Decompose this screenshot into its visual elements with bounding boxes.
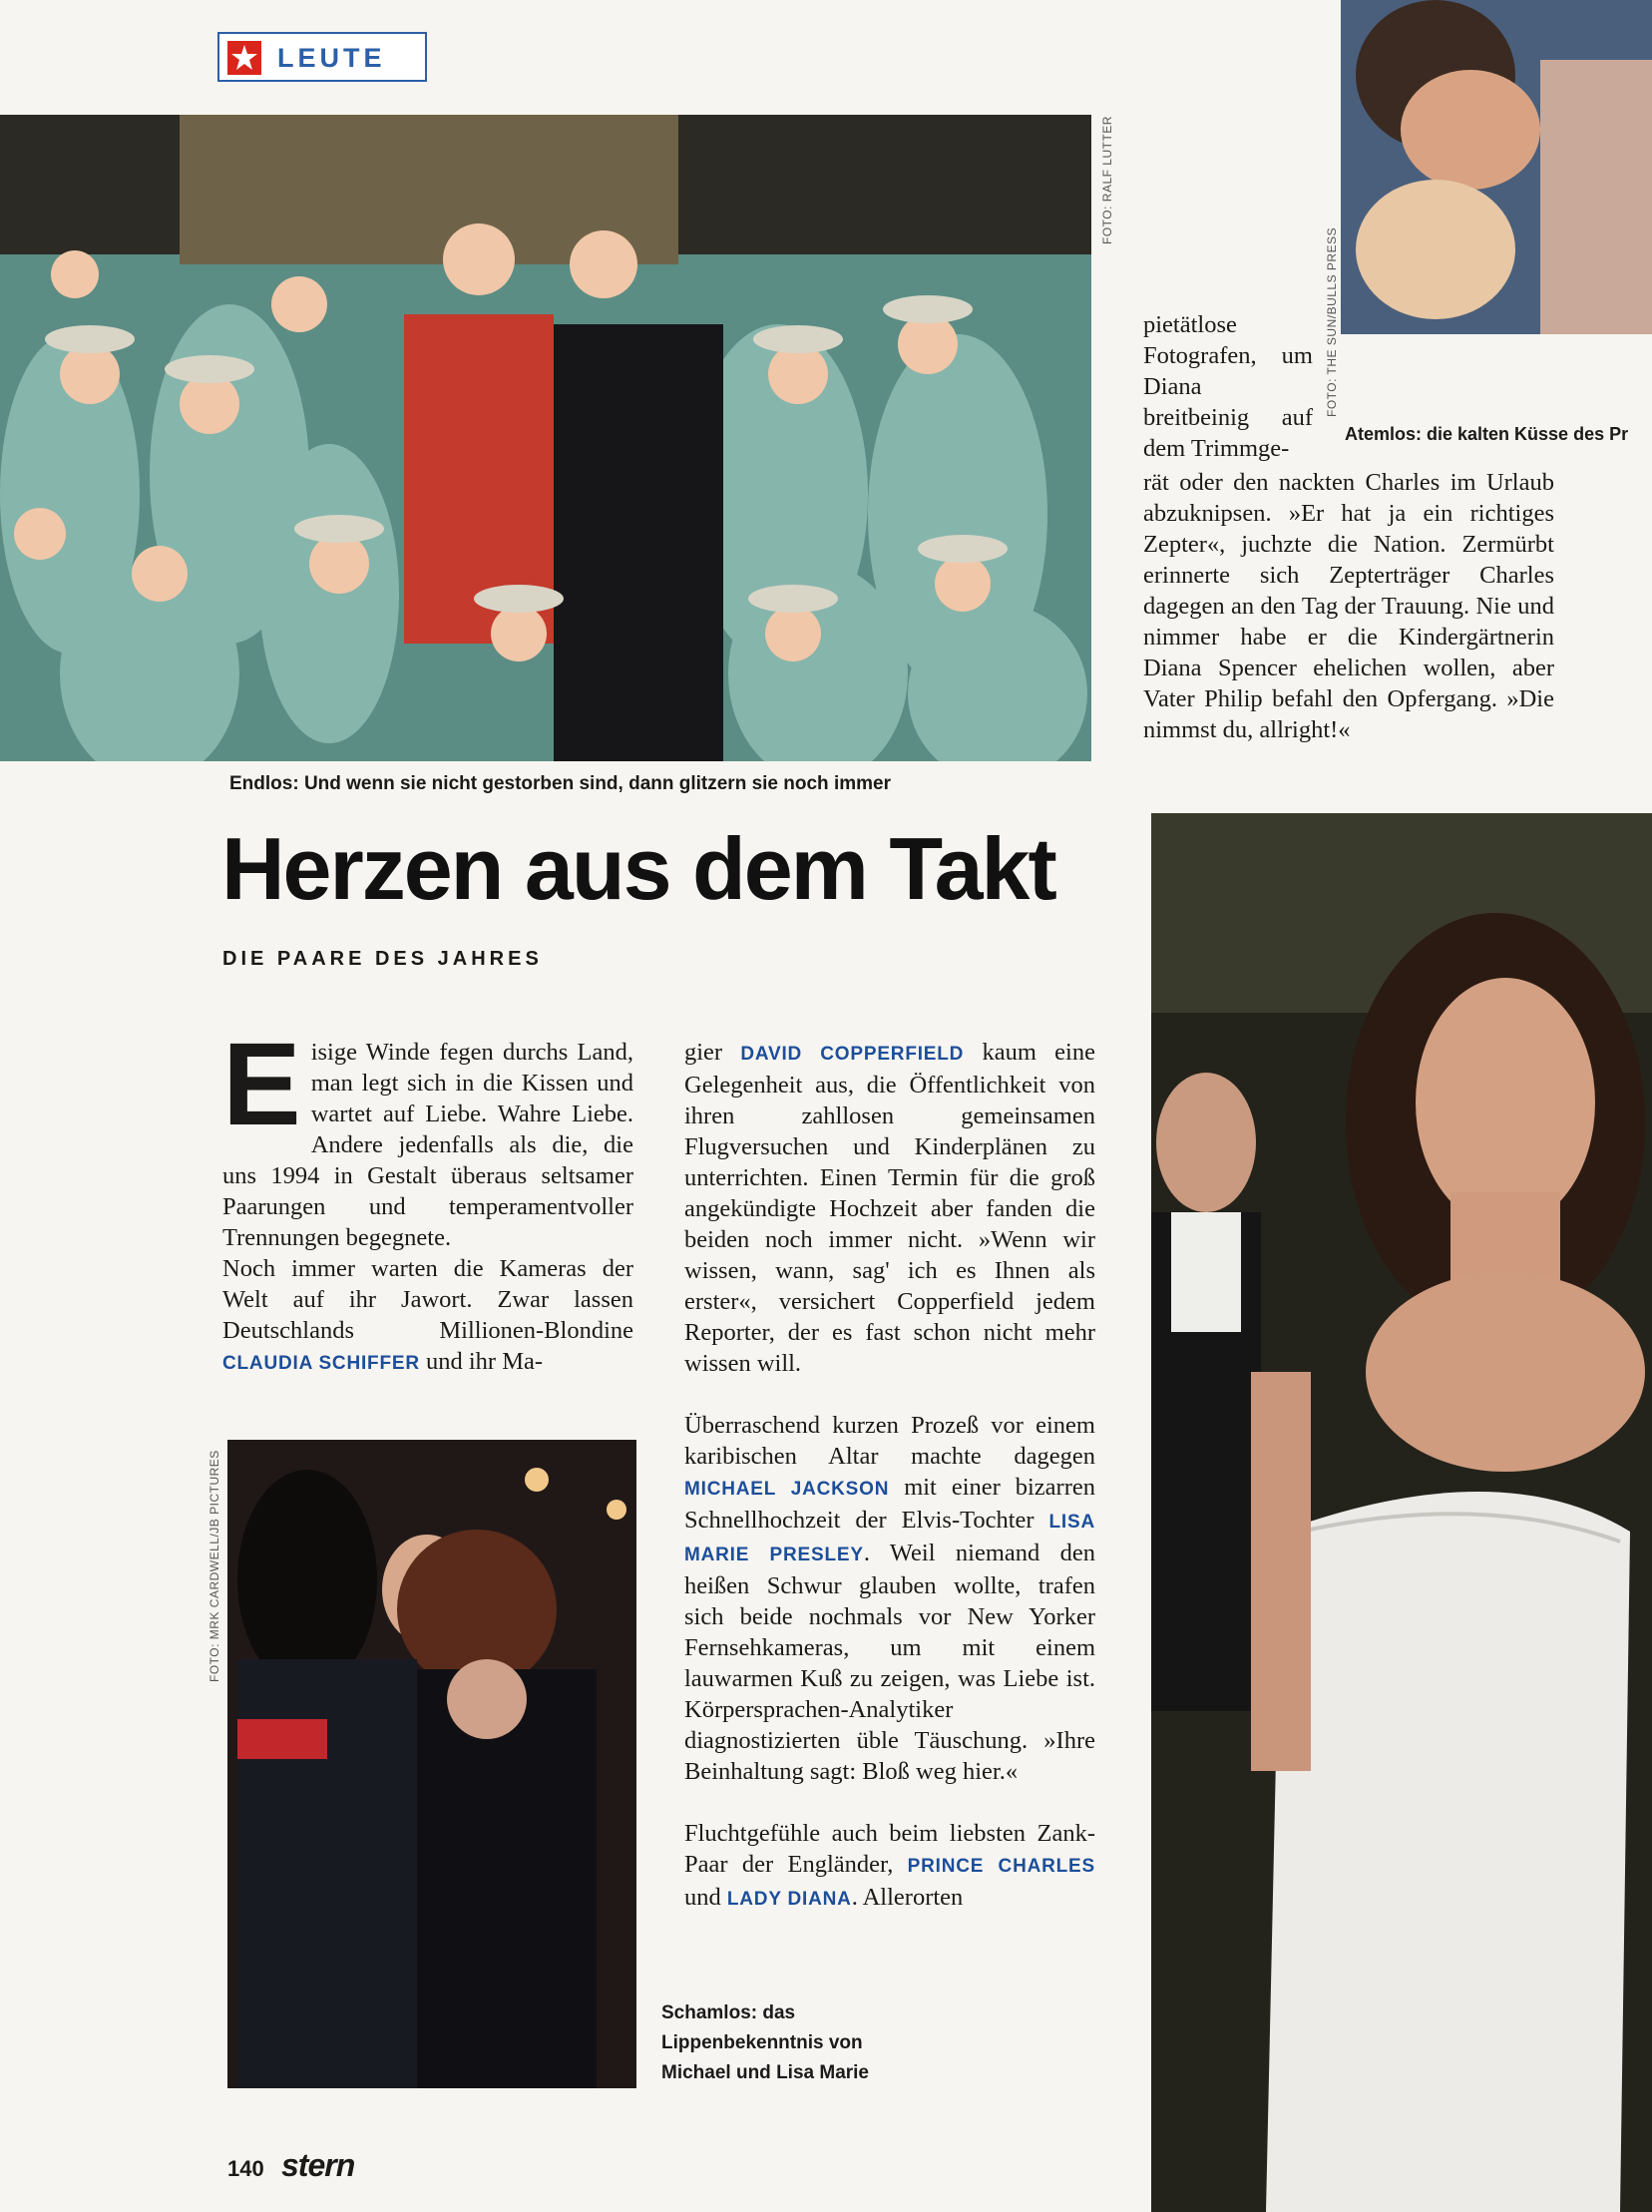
photo-jackson-presley (227, 1440, 636, 2088)
stern-star-icon (227, 41, 261, 75)
photo-jackson-presley-image (227, 1440, 636, 2088)
col2-paragraph-3: Fluchtgefühle auch beim liebsten Zank-Paar der Engländer, PRINCE CHARLES und LADY DIANA. Allerorten (684, 1820, 1095, 1911)
col3-narrow-text: pietätlose Fotografen, um Diana breitbeinig auf dem Trimmge- (1143, 311, 1313, 462)
caption-middle-photo: Schamlos: das Lippenbekenntnis von Michael und Lisa Marie (661, 2002, 869, 2083)
name-michael-jackson: MICHAEL JACKSON (684, 1479, 890, 1500)
name-lady-diana: LADY DIANA (726, 1889, 852, 1910)
caption-top-photo: Endlos: Und wenn sie nicht gestorben sind, dann glitzern sie noch immer (229, 773, 891, 794)
col1-paragraph-2: Noch immer warten die Kameras der Welt auf ihr Jawort. Zwar lassen Deutschlands Millionen-Blondine CLAUDIA SCHIFFER und ihr Ma- (222, 1255, 633, 1375)
name-lisa-marie-presley: LISA MARIE PRESLEY (684, 1512, 1095, 1565)
page-number: 140 (227, 2156, 264, 2181)
name-prince-charles: PRINCE CHARLES (907, 1856, 1095, 1877)
name-claudia-schiffer: CLAUDIA SCHIFFER (222, 1353, 420, 1374)
col2-paragraph-2: Überraschend kurzen Prozeß vor einem karibischen Altar machte dagegen MICHAEL JACKSON mit einer bizarren Schnellhochzeit der Elvis-Tochter LISA MARIE PRESLEY. Weil niemand den heißen Schwur glauben wollte, trafen sich beide nochmals vor New Yorker Fernsehkameras, um mit einem lauwarmen Kuß zu zeigen, was Liebe ist. Körpersprachen-Analytiker diagnostizierten üble Täuschung. »Ihre Beinhaltung sagt: Bloß weg hier.« (684, 1412, 1096, 1785)
section-label: LEUTE (277, 43, 386, 73)
magazine-name: stern (281, 2147, 355, 2183)
photo-showgirls-image (0, 115, 1091, 761)
photo-white-dress-image (1151, 813, 1652, 2212)
photo-cpr-dummy (1341, 0, 1652, 334)
photo-cpr-dummy-image (1341, 0, 1652, 334)
drop-cap: E (222, 1019, 301, 1150)
col1-paragraph-1: isige Winde fegen durchs Land, man legt sich in die Kissen und wartet auf Liebe. Wahre Liebe. Andere jedenfalls als die, die uns 1994 in Gestalt überaus seltsamer Paarungen und temperamentvoller Trennungen begegnete. (222, 1039, 633, 1251)
col1-text (222, 1019, 633, 1379)
credit-top-photo: FOTO: RALF LUTTER (1100, 116, 1114, 244)
col2-text (684, 1037, 1095, 1915)
col3-wide-text: rät oder den nackten Charles im Urlaub abzuknipsen. »Er hat ja ein richtiges Zepter«, juchzte die Nation. Zermürbt erinnerte sich Zepterträger Charles dagegen an den Tag der Trauung. Nie und nimmer habe er die Kindergärtnerin Diana Spencer ehelichen wollen, aber Vater Philip befahl den Opfergang. »Die nimmst du, allright!« (1143, 469, 1554, 743)
caption-top-right-photo: Atemlos: die kalten Küsse des Pr (1345, 424, 1629, 444)
credit-middle-photo: FOTO: MRK CARDWELL/JB PICTURES (207, 1450, 221, 1682)
article-kicker: DIE PAARE DES JAHRES (222, 948, 543, 970)
article-title: Herzen aus dem Takt (221, 819, 1055, 918)
section-header (217, 32, 427, 82)
col2-paragraph-1: gier DAVID COPPERFIELD kaum eine Gelegenheit aus, die Öffentlichkeit von ihren zahllosen gemeinsamen Flugversuchen und Kinderplänen zu unterrichten. Einen Termin für die groß angekündigte Hochzeit aber fanden die beiden noch immer nicht. »Wenn wir wissen, wann, sag' ich es Ihnen als erster«, versichert Copperfield jedem Reporter, der es fast schon nicht mehr wissen will. (684, 1039, 1095, 1377)
name-david-copperfield: DAVID COPPERFIELD (740, 1044, 965, 1065)
photo-showgirls (0, 115, 1091, 761)
photo-white-dress (1151, 813, 1652, 2212)
credit-top-right-photo: FOTO: THE SUN/BULLS PRESS (1325, 226, 1339, 417)
